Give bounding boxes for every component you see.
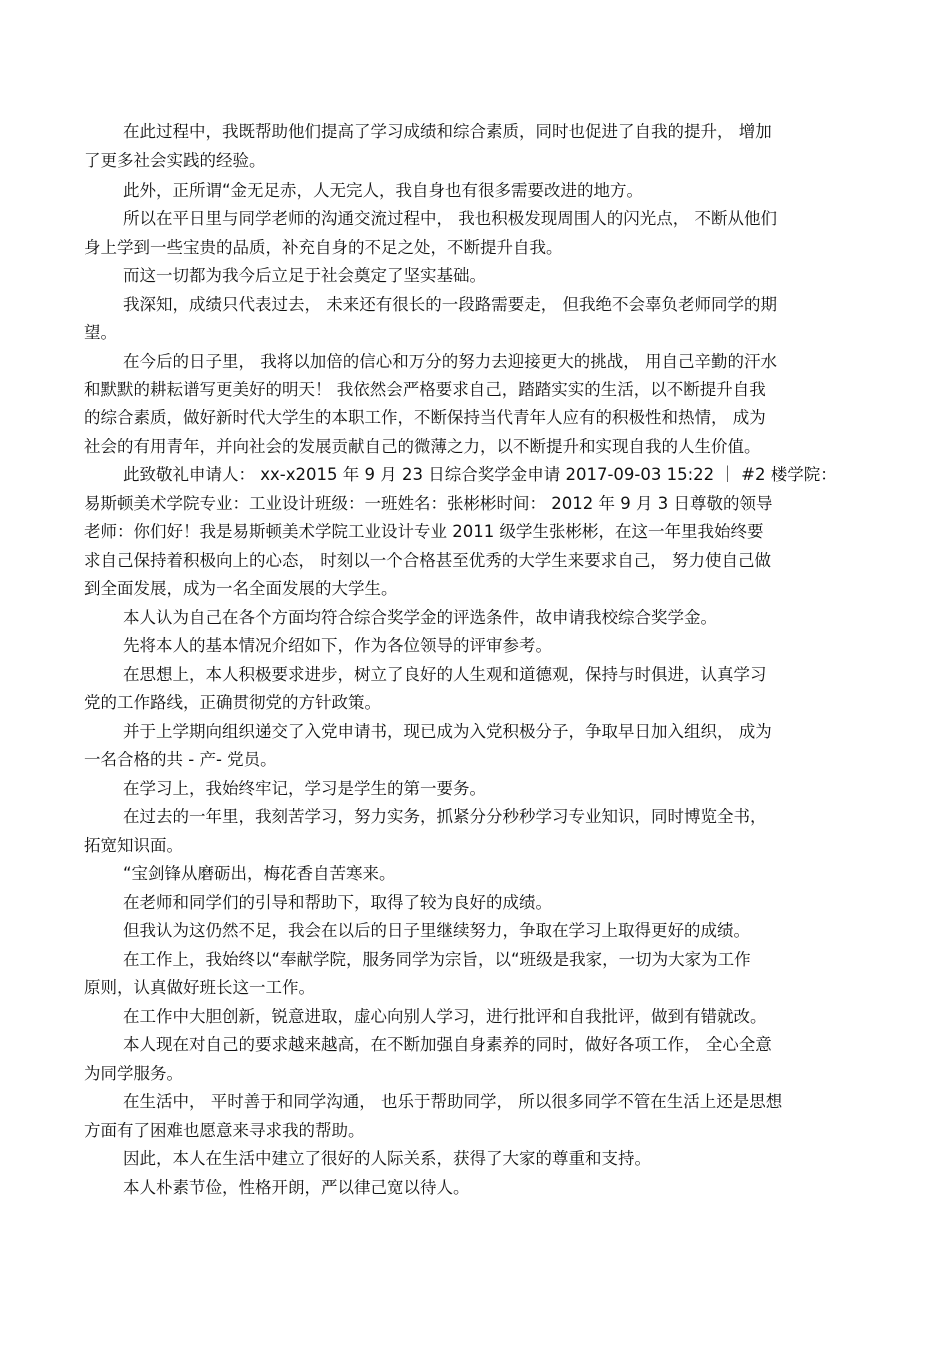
text-line: 在思想上，本人积极要求进步，树立了良好的人生观和道德观，保持与时俱进，认真学习 bbox=[123, 665, 767, 684]
text-line: 了更多社会实践的经验。 bbox=[84, 151, 266, 170]
text-line: 在今后的日子里， 我将以加倍的信心和万分的努力去迎接更大的挑战， 用自己辛勤的汗水 bbox=[123, 352, 777, 371]
text-line: 原则，认真做好班长这一工作。 bbox=[84, 978, 315, 997]
text-line: 而这一切都为我今后立足于社会奠定了坚实基础。 bbox=[123, 266, 486, 285]
text-line: 易斯顿美术学院专业：工业设计班级：一班姓名：张彬彬时间： 2012 年 9 月 3 日尊敬的领导 bbox=[84, 494, 773, 513]
text-line: 在工作上，我始终以“奉献学院，服务同学为宗旨，以“班级是我家，一切为大家为工作 bbox=[123, 950, 751, 969]
text-line: 本人现在对自己的要求越来越高，在不断加强自身素养的同时，做好各项工作， 全心全意 bbox=[123, 1035, 772, 1054]
text-line: 在生活中， 平时善于和同学沟通， 也乐于帮助同学， 所以很多同学不管在生活上还是思想 bbox=[123, 1092, 783, 1111]
text-line: 本人朴素节俭，性格开朗，严以律己宽以待人。 bbox=[123, 1178, 470, 1197]
text-line: 方面有了困难也愿意来寻求我的帮助。 bbox=[84, 1121, 365, 1140]
text-line: 所以在平日里与同学老师的沟通交流过程中， 我也积极发现周围人的闪光点， 不断从他们 bbox=[123, 209, 777, 228]
text-line: 党的工作路线，正确贯彻党的方针政策。 bbox=[84, 693, 381, 712]
text-line: 一名合格的共 - 产- 党员。 bbox=[84, 750, 277, 769]
text-line: 拓宽知识面。 bbox=[84, 836, 183, 855]
text-line: 本人认为自己在各个方面均符合综合奖学金的评选条件，故申请我校综合奖学金。 bbox=[123, 608, 717, 627]
text-line: 为同学服务。 bbox=[84, 1064, 183, 1083]
text-line: 到全面发展，成为一名全面发展的大学生。 bbox=[84, 579, 398, 598]
text-line: 在学习上，我始终牢记，学习是学生的第一要务。 bbox=[123, 779, 486, 798]
text-line: 因此，本人在生活中建立了很好的人际关系，获得了大家的尊重和支持。 bbox=[123, 1149, 651, 1168]
text-line: 但我认为这仍然不足，我会在以后的日子里继续努力，争取在学习上取得更好的成绩。 bbox=[123, 921, 750, 940]
text-line: “宝剑锋从磨砺出，梅花香自苦寒来。 bbox=[123, 864, 396, 883]
text-line: 望。 bbox=[84, 323, 117, 342]
text-line: 在此过程中，我既帮助他们提高了学习成绩和综合素质，同时也促进了自我的提升， 增加 bbox=[123, 122, 772, 141]
text-line: 在过去的一年里，我刻苦学习，努力实务，抓紧分分秒秒学习专业知识，同时博览全书， bbox=[123, 807, 767, 826]
text-line: 老师：你们好！我是易斯顿美术学院工业设计专业 2011 级学生张彬彬，在这一年里我始终要 bbox=[84, 522, 764, 541]
text-line: 社会的有用青年，并向社会的发展贡献自己的微薄之力，以不断提升和实现自我的人生价值。 bbox=[84, 437, 761, 456]
text-line: 我深知，成绩只代表过去， 未来还有很长的一段路需要走， 但我绝不会辜负老师同学的期 bbox=[123, 295, 777, 314]
text-line: 的综合素质，做好新时代大学生的本职工作，不断保持当代青年人应有的积极性和热情， 成为 bbox=[84, 408, 766, 427]
text-line: 和默默的耕耘谱写更美好的明天！ 我依然会严格要求自己，踏踏实实的生活，以不断提升自我 bbox=[84, 380, 766, 399]
text-line: 此外，正所谓“金无足赤，人无完人，我自身也有很多需要改进的地方。 bbox=[123, 181, 644, 200]
text-line: 在工作中大胆创新，锐意进取，虚心向别人学习，进行批评和自我批评，做到有错就改。 bbox=[123, 1007, 767, 1026]
text-line: 并于上学期向组织递交了入党申请书，现已成为入党积极分子，争取早日加入组织， 成为 bbox=[123, 722, 772, 741]
text-line: 求自己保持着积极向上的心态， 时刻以一个合格甚至优秀的大学生来要求自己， 努力使自己做 bbox=[84, 551, 771, 570]
text-line: 在老师和同学们的引导和帮助下，取得了较为良好的成绩。 bbox=[123, 893, 552, 912]
text-line: 此致敬礼申请人： xx-x2015 年 9 月 23 日综合奖学金申请 2017-09-03 15:22 ｜ #2 楼学院： bbox=[123, 465, 837, 484]
text-line: 先将本人的基本情况介绍如下，作为各位领导的评审参考。 bbox=[123, 636, 552, 655]
text-line: 身上学到一些宝贵的品质，补充自身的不足之处，不断提升自我。 bbox=[84, 238, 563, 257]
